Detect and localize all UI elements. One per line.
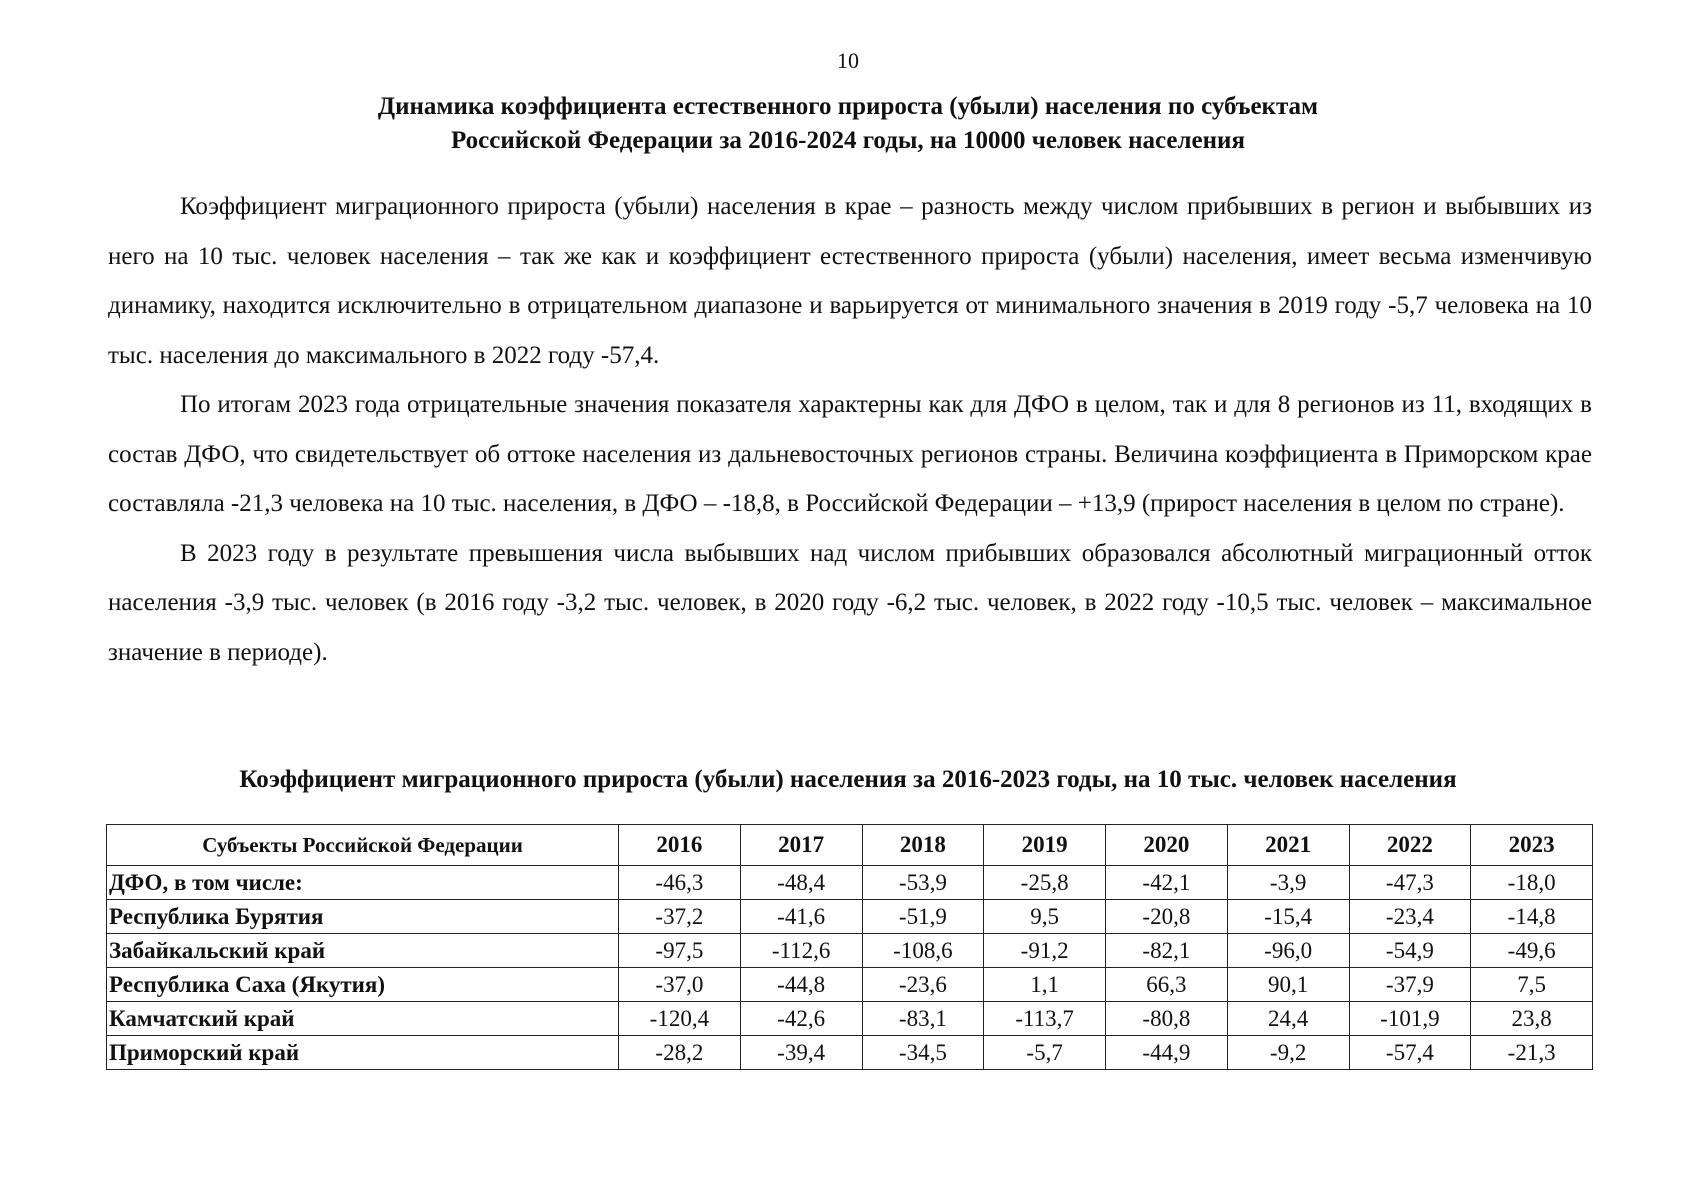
table-header-row	[107, 825, 1593, 866]
table-row	[107, 1036, 1593, 1070]
value-cell: -37,9	[1349, 968, 1471, 1002]
region-cell: Камчатский край	[107, 1002, 619, 1036]
region-cell: Приморский край	[107, 1036, 619, 1070]
value-cell: -20,8	[1106, 900, 1228, 934]
region-cell: Забайкальский край	[107, 934, 619, 968]
value-cell: -44,9	[1106, 1036, 1228, 1070]
value-cell: -14,8	[1471, 900, 1593, 934]
column-header-year: 2019	[984, 825, 1106, 866]
value-cell: -28,2	[619, 1036, 741, 1070]
value-cell: -48,4	[740, 866, 862, 900]
value-cell: -25,8	[984, 866, 1106, 900]
value-cell: 66,3	[1106, 968, 1228, 1002]
column-header-year: 2016	[619, 825, 741, 866]
heading-line-2: Российской Федерации за 2016-2024 годы, на 10000 человек населения	[451, 127, 1245, 154]
value-cell: -120,4	[619, 1002, 741, 1036]
table-row	[107, 866, 1593, 900]
table-title: Коэффициент миграционного прироста (убыли) населения за 2016-2023 годы, на 10 тыс. человек населения	[239, 766, 1457, 793]
table-row	[107, 1002, 1593, 1036]
region-cell: Республика Саха (Якутия)	[107, 968, 619, 1002]
value-cell: -91,2	[984, 934, 1106, 968]
column-header-year: 2022	[1349, 825, 1471, 866]
value-cell: -37,0	[619, 968, 741, 1002]
value-cell: -83,1	[862, 1002, 984, 1036]
value-cell: -57,4	[1349, 1036, 1471, 1070]
column-header-year: 2020	[1106, 825, 1228, 866]
value-cell: -44,8	[740, 968, 862, 1002]
value-cell: -18,0	[1471, 866, 1593, 900]
column-header-year: 2017	[740, 825, 862, 866]
value-cell: -80,8	[1106, 1002, 1228, 1036]
value-cell: 23,8	[1471, 1002, 1593, 1036]
value-cell: -82,1	[1106, 934, 1228, 968]
value-cell: -42,6	[740, 1002, 862, 1036]
table-row	[107, 934, 1593, 968]
paragraph-1: Коэффициент миграционного прироста (убыли) населения в крае – разность между числом прибывших в регион и выбывших из него на 10 тыс. человек населения – так же как и коэффициент естественного прироста (убыли) населения, имеет весьма изменчивую динамику, находится исключительно в отрицательном диапазоне и варьируется от минимального значения в 2019 году -5,7 человека на 10 тыс. населения до максимального в 2022 году -57,4.	[108, 193, 1592, 369]
value-cell: -9,2	[1227, 1036, 1349, 1070]
heading-line-1: Динамика коэффициента естественного прироста (убыли) населения по субъектам	[377, 93, 1319, 120]
column-header-region: Субъекты Российской Федерации	[107, 825, 619, 866]
value-cell: -23,6	[862, 968, 984, 1002]
value-cell: 7,5	[1471, 968, 1593, 1002]
value-cell: -113,7	[984, 1002, 1106, 1036]
value-cell: 1,1	[984, 968, 1106, 1002]
value-cell: -23,4	[1349, 900, 1471, 934]
region-cell: ДФО, в том числе:	[107, 866, 619, 900]
table-row	[107, 968, 1593, 1002]
value-cell: -97,5	[619, 934, 741, 968]
column-header-year: 2018	[862, 825, 984, 866]
value-cell: -41,6	[740, 900, 862, 934]
value-cell: 24,4	[1227, 1002, 1349, 1036]
value-cell: -112,6	[740, 934, 862, 968]
value-cell: -101,9	[1349, 1002, 1471, 1036]
paragraph-3: В 2023 году в результате превышения числа выбывших над числом прибывших образовался абсолютный миграционный отток населения -3,9 тыс. человек (в 2016 году -3,2 тыс. человек, в 2020 году -6,2 тыс. человек, в 2022 году -10,5 тыс. человек – максимальное значение в периоде).	[108, 539, 1592, 666]
value-cell: -108,6	[862, 934, 984, 968]
document-heading	[0, 90, 1696, 158]
value-cell: -15,4	[1227, 900, 1349, 934]
value-cell: -34,5	[862, 1036, 984, 1070]
value-cell: -37,2	[619, 900, 741, 934]
value-cell: -3,9	[1227, 866, 1349, 900]
value-cell: -39,4	[740, 1036, 862, 1070]
body-text	[108, 182, 1592, 677]
region-cell: Республика Бурятия	[107, 900, 619, 934]
paragraph-2: По итогам 2023 года отрицательные значения показателя характерны как для ДФО в целом, так и для 8 регионов из 11, входящих в состав ДФО, что свидетельствует об оттоке населения из дальневосточных регионов страны. Величина коэффициента в Приморском крае составляла -21,3 человека на 10 тыс. населения, в ДФО – -18,8, в Российской Федерации – +13,9 (прирост населения в целом по стране).	[108, 391, 1592, 517]
column-header-year: 2023	[1471, 825, 1593, 866]
value-cell: 90,1	[1227, 968, 1349, 1002]
value-cell: -49,6	[1471, 934, 1593, 968]
value-cell: -42,1	[1106, 866, 1228, 900]
value-cell: -96,0	[1227, 934, 1349, 968]
value-cell: -47,3	[1349, 866, 1471, 900]
value-cell: -53,9	[862, 866, 984, 900]
value-cell: -51,9	[862, 900, 984, 934]
page-number: 10	[837, 48, 859, 73]
value-cell: -46,3	[619, 866, 741, 900]
value-cell: -54,9	[1349, 934, 1471, 968]
value-cell: -21,3	[1471, 1036, 1593, 1070]
table-row	[107, 900, 1593, 934]
migration-table	[106, 824, 1593, 1070]
value-cell: -5,7	[984, 1036, 1106, 1070]
value-cell: 9,5	[984, 900, 1106, 934]
column-header-year: 2021	[1227, 825, 1349, 866]
